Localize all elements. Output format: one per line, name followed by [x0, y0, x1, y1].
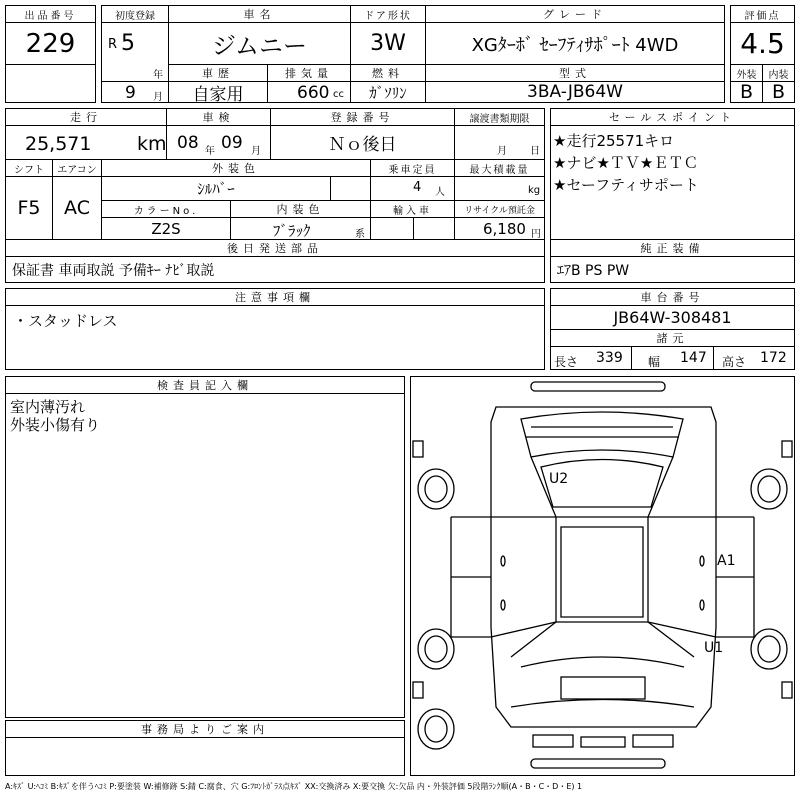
max-load-unit: kg: [528, 185, 541, 196]
int-color-unit: 系: [355, 229, 365, 240]
notes-label: 注意事項欄: [5, 288, 545, 306]
grade: XGﾀｰﾎﾞ ｾｰﾌﾃｨｻﾎﾟｰﾄ 4WD: [425, 22, 725, 65]
car-diagram-drawing: [411, 377, 794, 775]
history-label: 車歴: [168, 64, 268, 82]
sales-point-1: ★走行25571キロ: [553, 132, 675, 150]
exterior-label: 外装: [730, 64, 763, 82]
inspector-block: [5, 376, 405, 718]
height-label: 高さ: [722, 355, 747, 369]
reg-no: Ｎｏ後日: [270, 125, 455, 160]
width-label: 幅: [648, 355, 661, 369]
row2-block: [5, 108, 545, 283]
recycle: 6,180: [483, 220, 526, 238]
car-name: ジムニー: [168, 22, 351, 65]
era: R: [108, 37, 118, 52]
width: 147: [680, 350, 707, 366]
sales-points-label: セールスポイント: [550, 108, 795, 126]
notes-block: [5, 288, 545, 370]
interior-label: 内装: [762, 64, 795, 82]
ext-color: ｼﾙﾊﾞｰ: [101, 176, 331, 201]
inspector-label: 検査員記入欄: [5, 376, 405, 394]
color-no-label: カラーNo.: [101, 200, 231, 218]
lot-no-blank: [5, 64, 96, 103]
specs-label: 諸元: [550, 329, 795, 347]
shift: F5: [5, 176, 53, 240]
lot-no-label: 出品番号: [5, 5, 96, 23]
legend-footer: A:ｷｽﾞ U:ﾍｺﾐ B:ｷｽﾞを伴うﾍｺﾐ P:要塗装 W:補修跡 S:錆 C:腐食、穴 G:ﾌﾛﾝﾄｶﾞﾗｽ点ｷｽﾞ XX:交換済み X:要交換 欠:欠品 内・外装評価 5段階ﾗﾝｸ順(A・B・C・D・E) 1: [5, 782, 583, 791]
header-block: [5, 5, 795, 103]
inspection-label: 車検: [166, 108, 271, 126]
displacement-unit: cc: [333, 89, 344, 100]
year-unit: 年: [153, 70, 163, 81]
max-load-label: 最大積載量: [454, 159, 545, 177]
damage-mark-a1: A1: [717, 553, 736, 569]
mileage-label: 走行: [5, 108, 167, 126]
interior-grade: B: [762, 81, 795, 103]
insp-year: 08: [177, 133, 199, 153]
sales-point-2: ★ナビ★ＴＶ★ＥＴＣ: [553, 154, 699, 172]
model: 3BA-JB64W: [425, 81, 725, 103]
displacement: 660: [297, 83, 330, 103]
car-name-label: 車名: [168, 5, 351, 23]
displacement-label: 排気量: [267, 64, 351, 82]
insp-month: 09: [221, 133, 243, 153]
fuel: ｶﾞｿﾘﾝ: [350, 81, 426, 103]
inspector-line-2: 外装小傷有り: [10, 416, 101, 434]
import-cell-a: [370, 217, 414, 240]
score-label: 評価点: [730, 5, 795, 23]
ac-label: エアコン: [52, 159, 102, 177]
transfer-day: 日: [530, 146, 540, 157]
insp-year-unit: 年: [205, 146, 215, 157]
color-no: Z2S: [101, 217, 231, 240]
first-reg-year: 5: [121, 31, 135, 56]
grade-label: グレード: [425, 5, 725, 23]
later-parts-label: 後日発送部品: [5, 239, 545, 257]
genuine: ｴｱB PS PW: [550, 256, 795, 283]
chassis-block: [550, 288, 795, 370]
sales-points-block: [550, 108, 795, 283]
inspector-body: [5, 393, 405, 718]
import-label: 輸入車: [370, 200, 455, 218]
ext-color-extra: [330, 176, 371, 201]
first-reg-month: 9: [125, 83, 136, 103]
ac: AC: [52, 176, 102, 240]
notes-text: ・スタッドレス: [13, 312, 118, 330]
office-label: 事務局よりご案内: [5, 720, 405, 738]
recycle-label: リサイクル預託金: [454, 200, 545, 218]
car-diagram: [410, 376, 795, 776]
fuel-label: 燃料: [350, 64, 426, 82]
int-color: ﾌﾞﾗｯｸ: [273, 222, 311, 240]
capacity-label: 乗車定員: [370, 159, 455, 177]
chassis-label: 車台番号: [550, 288, 795, 306]
int-color-label: 内装色: [230, 200, 371, 218]
shift-label: シフト: [5, 159, 53, 177]
genuine-label: 純正装備: [550, 239, 795, 257]
transfer-label: 譲渡書類期限: [454, 108, 545, 126]
door: 3W: [350, 22, 426, 65]
office-body: [5, 737, 405, 776]
length-label: 長さ: [554, 355, 579, 369]
door-label: ドア形状: [350, 5, 426, 23]
transfer-month: 月: [497, 146, 507, 157]
first-reg-label: 初度登録: [101, 5, 169, 23]
insp-month-unit: 月: [251, 146, 261, 157]
import-cell-b: [413, 217, 455, 240]
score: 4.5: [730, 22, 795, 65]
mileage-unit: km: [137, 133, 167, 155]
exterior-grade: B: [730, 81, 763, 103]
chassis-no: JB64W-308481: [550, 305, 795, 330]
damage-mark-u1: U1: [704, 640, 724, 656]
length: 339: [596, 350, 623, 366]
month-unit: 月: [153, 92, 163, 103]
lot-no: 229: [5, 22, 96, 65]
model-label: 型式: [425, 64, 725, 82]
sales-point-3: ★セーフティサポート: [553, 176, 699, 194]
later-parts: 保証書 車両取説 予備ｷｰ ﾅﾋﾞ取説: [5, 256, 545, 283]
reg-no-label: 登録番号: [270, 108, 455, 126]
history: 自家用: [168, 81, 268, 103]
mileage: 25,571: [25, 133, 92, 155]
ext-color-label: 外装色: [101, 159, 371, 177]
capacity: 4: [413, 180, 422, 195]
capacity-unit: 人: [435, 187, 445, 198]
height: 172: [760, 350, 787, 366]
recycle-unit: 円: [531, 229, 541, 240]
office-block: [5, 720, 405, 776]
damage-mark-u2: U2: [549, 471, 569, 487]
inspector-line-1: 室内薄汚れ: [10, 398, 86, 416]
